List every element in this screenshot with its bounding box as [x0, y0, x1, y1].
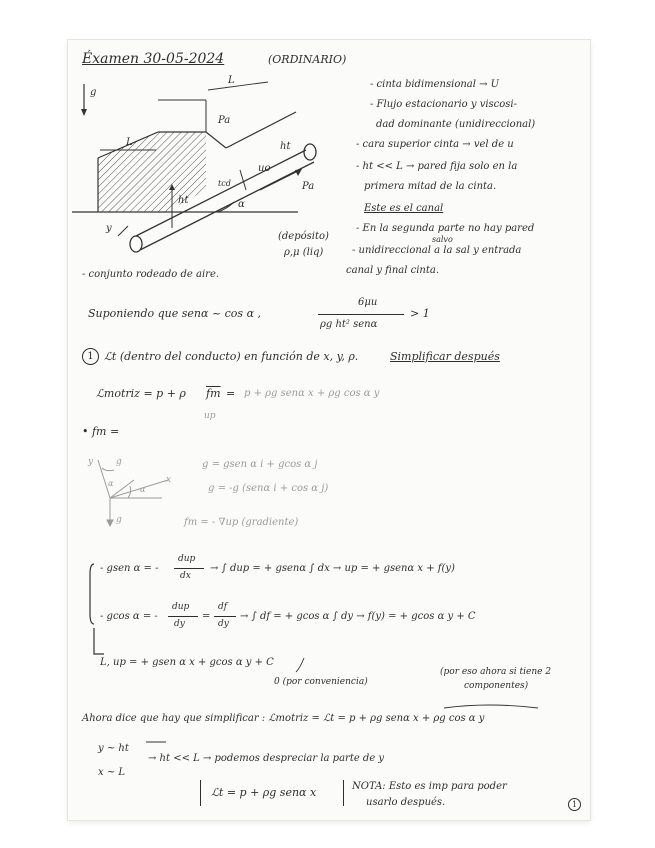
gvec-x-label: x — [166, 475, 172, 485]
liquid-region — [98, 132, 206, 212]
y-axis — [118, 226, 128, 236]
note-2: - Flujo estacionario y viscosi- — [370, 99, 518, 110]
nota-1: NOTA: Esto es imp para poder — [352, 781, 507, 792]
ht-arrow-2 — [240, 170, 246, 190]
int-line-1-bar — [174, 568, 204, 569]
section-1-simplify: Simplificar después — [390, 350, 500, 363]
y-ht: y ~ ht — [98, 743, 129, 754]
note-6: primera mitad de la cinta. — [364, 181, 497, 192]
belt-roller-top — [304, 144, 316, 160]
x-L: x ~ L — [98, 767, 126, 778]
alpha-label: α — [238, 199, 245, 210]
int-line-2-bar1 — [168, 616, 198, 617]
c-note: 0 (por conveniencia) — [274, 677, 368, 687]
note-4: - cara superior cinta → vel de u — [356, 139, 514, 150]
gravity-decomposition — [98, 457, 168, 526]
note-9: - unidireccional a la sal y entrada — [352, 245, 522, 256]
gvec-eq-2: g = -g (senα i + cos α j) — [208, 483, 329, 494]
motriz-fm: $\overline{fm}$ — [206, 387, 221, 400]
motriz-lhs: ℒmotriz = p + ρ — [96, 387, 186, 400]
int-line-3: L, up = + gsen α x + gcos α y + C — [100, 657, 274, 668]
int-line-2-eq: = — [202, 611, 211, 622]
integration-bracket-2 — [94, 628, 104, 654]
y-label: y — [106, 223, 112, 234]
exam-page — [68, 40, 590, 820]
components-note-2: componentes) — [464, 681, 529, 691]
ht-label-2: ht — [280, 141, 291, 152]
assumption-frac-den: ρg ht² senα — [320, 319, 378, 330]
note-10: canal y final cinta. — [346, 265, 440, 276]
c-note-arrow — [296, 658, 304, 672]
ht-label: ht — [178, 195, 189, 206]
rho-mu-label: ρ,μ (liq) — [284, 247, 324, 258]
int-line-2b: → ∫ df = + gcos α ∫ dy → f(y) = + gcos α y + C — [240, 611, 476, 622]
motriz-expansion: p + ρg senα x + ρg cos α y — [244, 388, 380, 399]
int-line-2-den1: dy — [174, 619, 185, 629]
note-7: Este es el canal — [364, 203, 444, 214]
int-line-2-den2: dy — [218, 619, 229, 629]
note-9-sup: salvo — [432, 235, 453, 244]
motriz-eq: = — [226, 387, 236, 400]
note-3: dad dominante (unidireccional) — [376, 119, 536, 130]
g-label: g — [90, 87, 97, 98]
boxed-result — [200, 780, 344, 806]
note-11: - conjunto rodeado de aire. — [82, 269, 220, 280]
simplify-line: Ahora dice que hay que simplificar : ℒmotriz = ℒt = p + ρg senα x + ρg cos α y — [82, 713, 485, 724]
note-5: - ht << L → pared fija solo en la — [356, 161, 518, 172]
channel-wall — [206, 132, 226, 148]
exam-title: Éxamen 30-05-2024 — [82, 51, 225, 67]
int-line-2-num2: df — [218, 602, 228, 612]
note-8: - En la segunda parte no hay pared — [356, 223, 535, 234]
int-line-2-bar2 — [214, 616, 236, 617]
int-line-1a: - gsen α = - — [100, 563, 159, 574]
page-number: 1 — [568, 798, 581, 811]
gvec-fm-grad: fm = - ∇up (gradiente) — [184, 517, 299, 528]
assumption-gt: > 1 — [410, 307, 430, 320]
u0-label: uo — [258, 163, 271, 174]
gvec-alpha-2: α — [140, 485, 146, 494]
assumption-frac-num: 6μu — [358, 297, 378, 308]
assumption-lead: Suponiendo que senα ~ cos α , — [88, 307, 261, 320]
int-line-1b: → ∫ dup = + gsenα ∫ dx → up = + gsenα x + f(y) — [210, 563, 455, 574]
nota-2: usarlo después. — [366, 797, 446, 808]
fm-label: • fm = — [82, 425, 120, 438]
simplify-arrow-text: → ht << L → podemos despreciar la parte de y — [148, 753, 385, 764]
int-line-1-den: dx — [180, 571, 191, 581]
note-1: - cinta bidimensional → U — [370, 79, 500, 90]
integration-bracket — [90, 564, 94, 624]
tcd-label: tcd — [218, 179, 231, 188]
int-line-2-num1: dup — [172, 602, 190, 612]
section-number: 1 — [82, 348, 99, 365]
L-top-label: L — [228, 75, 235, 86]
section-1-text: ℒt (dentro del conducto) en función de x, y, ρ. — [104, 350, 359, 363]
components-note-1: (por eso ahora si tiene 2 — [440, 667, 552, 677]
deposito-label: (depósito) — [278, 231, 329, 242]
Pa-top-label: Pa — [218, 115, 231, 126]
belt-roller-bottom — [130, 236, 142, 252]
gvec-alpha-1: α — [108, 479, 114, 488]
int-line-2a: - gcos α = - — [100, 611, 158, 622]
boxed-result-text: ℒt = p + ρg senα x — [211, 786, 317, 799]
assumption-frac-bar — [318, 314, 404, 315]
channel-diagram — [68, 40, 590, 820]
simplify-overbrace — [444, 705, 538, 708]
Pa-right-label: Pa — [302, 181, 315, 192]
gvec-eq-1: g = gsen α i + gcos α j — [202, 459, 318, 470]
gvec-y-label: y — [88, 457, 94, 467]
int-line-1-num: dup — [178, 554, 196, 564]
gvec-g-label: g — [116, 457, 122, 467]
exam-tag: (ORDINARIO) — [268, 53, 347, 66]
L-left-label: L — [126, 137, 133, 148]
motriz-under: up — [204, 411, 216, 421]
gvec-g-down: g — [116, 515, 122, 525]
dim-L-top — [208, 82, 268, 90]
